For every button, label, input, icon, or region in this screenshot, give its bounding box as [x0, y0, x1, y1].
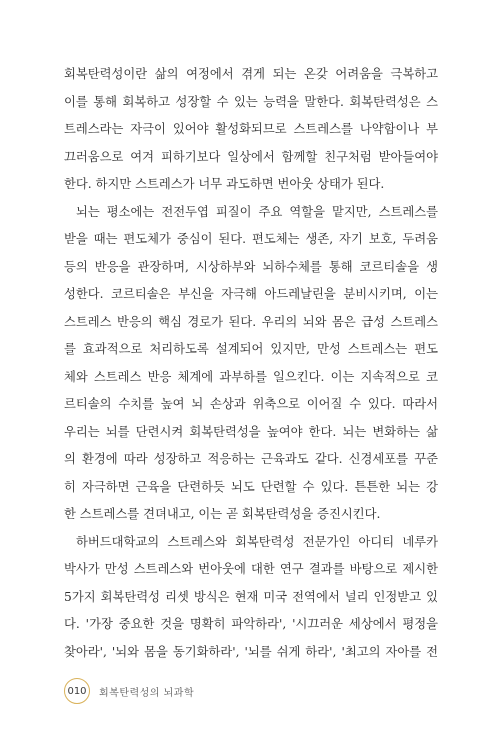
paragraph [64, 199, 438, 529]
page-number: 010 [67, 685, 87, 697]
text-line: 다. '가장 중요한 것을 명확히 파악하라', '시끄러운 세상에서 평정을 [64, 617, 438, 631]
text-line: 우리는 뇌를 단련시켜 회복탄력성을 높여야 한다. 뇌는 변화하는 삶 [64, 424, 438, 439]
body-text [64, 61, 438, 666]
text-line: 를 효과적으로 처리하도록 설계되어 있지만, 만성 스트레스는 편도 [64, 342, 438, 356]
text-line: 성한다. 코르티솔은 부신을 자극해 아드레날린을 분비시키며, 이는 [64, 287, 438, 301]
text-line: 끄러움으로 여겨 피하기보다 일상에서 함께할 친구처럼 받아들여야 [64, 149, 438, 164]
text-line: 하버드대학교의 스트레스와 회복탄력성 전문가인 아디티 네루카 [76, 534, 438, 549]
text-line: 르티솔의 수치를 높여 뇌 손상과 위축으로 이어질 수 있다. 따라서 [64, 397, 438, 411]
text-line: 이를 통해 회복하고 성장할 수 있는 능력을 말한다. 회복탄력성은 스 [64, 94, 438, 109]
page-footer [64, 678, 194, 704]
text-line: 한다. 하지만 스트레스가 너무 과도하면 번아웃 상태가 된다. [64, 177, 385, 191]
text-line: 체와 스트레스 반응 체계에 과부하를 일으킨다. 이는 지속적으로 코 [64, 369, 438, 384]
running-head: 회복탄력성의 뇌과학 [99, 687, 195, 699]
paragraph [64, 61, 438, 199]
text-line: 5가지 회복탄력성 리셋 방식은 현재 미국 전역에서 널리 인정받고 있 [64, 589, 438, 604]
text-line: 트레스라는 자극이 있어야 활성화되므로 스트레스를 나약함이나 부 [64, 122, 438, 136]
text-line: 받을 때는 편도체가 중심이 된다. 편도체는 생존, 자기 보호, 두려움 [64, 232, 438, 246]
text-line: 박사가 만성 스트레스와 번아웃에 대한 연구 결과를 바탕으로 제시한 [64, 562, 438, 576]
text-line: 뇌는 평소에는 전전두엽 피질이 주요 역할을 맡지만, 스트레스를 [76, 204, 438, 219]
text-line: 스트레스 반응의 핵심 경로가 된다. 우리의 뇌와 몸은 급성 스트레스 [64, 314, 438, 329]
page-number-badge [64, 678, 90, 704]
text-line: 한 스트레스를 견뎌내고, 이는 곧 회복탄력성을 증진시킨다. [64, 507, 381, 521]
text-line: 등의 반응을 관장하며, 시상하부와 뇌하수체를 통해 코르티솔을 생 [64, 259, 438, 274]
paragraph [64, 529, 438, 667]
text-line: 히 자극하면 근육을 단련하듯 뇌도 단련할 수 있다. 튼튼한 뇌는 강 [64, 479, 438, 494]
text-line: 회복탄력성이란 삶의 여정에서 겪게 되는 온갖 어려움을 극복하고 [64, 67, 438, 81]
text-line: 찾아라', '뇌와 몸을 동기화하라', '뇌를 쉬게 하라', '최고의 자아를 전 [64, 644, 438, 659]
text-line: 의 환경에 따라 성장하고 적응하는 근육과도 같다. 신경세포를 꾸준 [64, 452, 438, 466]
